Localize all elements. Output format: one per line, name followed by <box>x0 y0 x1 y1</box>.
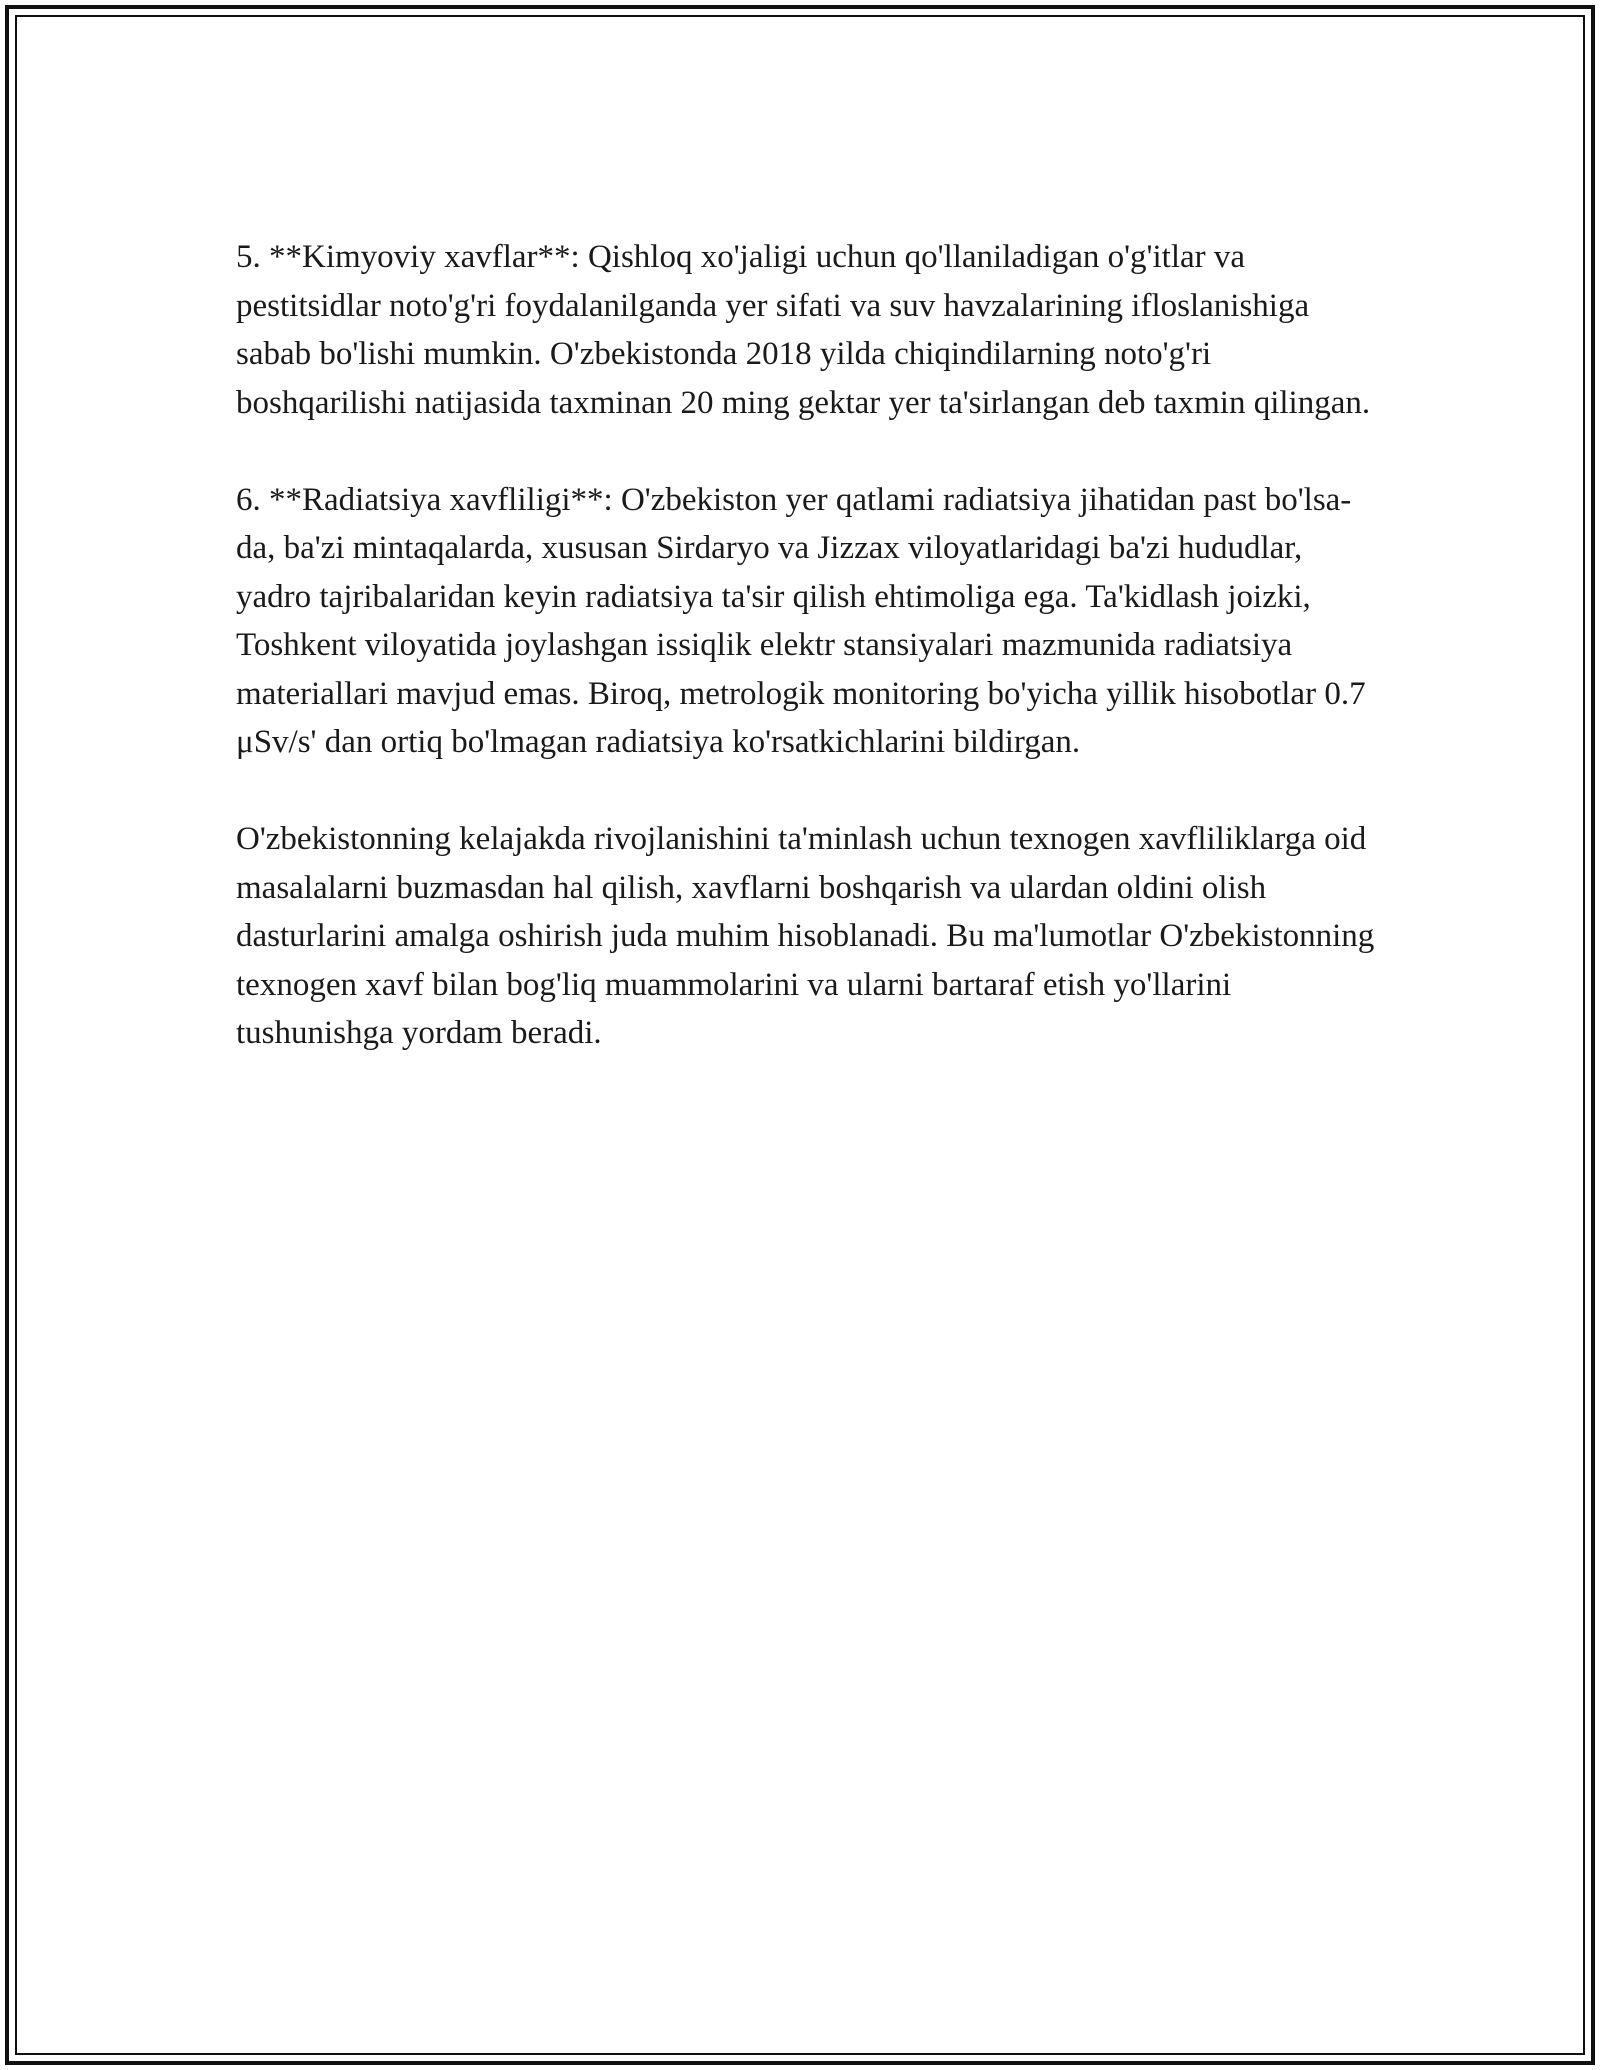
paragraph-conclusion: O'zbekistonning kelajakda rivojlanishini ta'minlash uchun texnogen xavfliliklarga oid masalalarni buzmasdan hal qilish, xavflarni boshqarish va ulardan oldini olish dasturlarini amalga oshirish juda muhim hisoblanadi. Bu ma'lumotlar O'zbekistonning texnogen xavf bilan bog'liq muammolarini va ularni bartaraf etish yo'llarini tushunishga yordam beradi. <box>236 821 1375 1051</box>
document-body <box>236 233 1376 1106</box>
paragraph-chemical-hazards: 5. **Kimyoviy xavflar**: Qishloq xo'jaligi uchun qo'llaniladigan o'g'itlar va pestitsidlar noto'g'ri foydalanilganda yer sifati va suv havzalarining ifloslanishiga sabab bo'lishi mumkin. O'zbekistonda 2018 yilda chiqindilarning noto'g'ri boshqarilishi natijasida taxminan 20 ming gektar yer ta'sirlangan deb taxmin qilingan. <box>236 239 1371 421</box>
paragraph-radiation-hazards: 6. **Radiatsiya xavfliligi**: O'zbekiston yer qatlami radiatsiya jihatidan past bo'lsa-da, ba'zi mintaqalarda, xususan Sirdaryo va Jizzax viloyatlaridagi ba'zi hududlar, yadro tajribalaridan keyin radiatsiya ta'sir qilish ehtimoliga ega. Ta'kidlash joizki, Toshkent viloyatida joylashgan issiqlik elektr stansiyalari mazmunida radiatsiya materiallari mavjud emas. Biroq, metrologik monitoring bo'yicha yillik hisobotlar 0.7 μSv/s' dan ortiq bo'lmagan radiatsiya ko'rsatkichlarini bildirgan. <box>236 481 1366 760</box>
